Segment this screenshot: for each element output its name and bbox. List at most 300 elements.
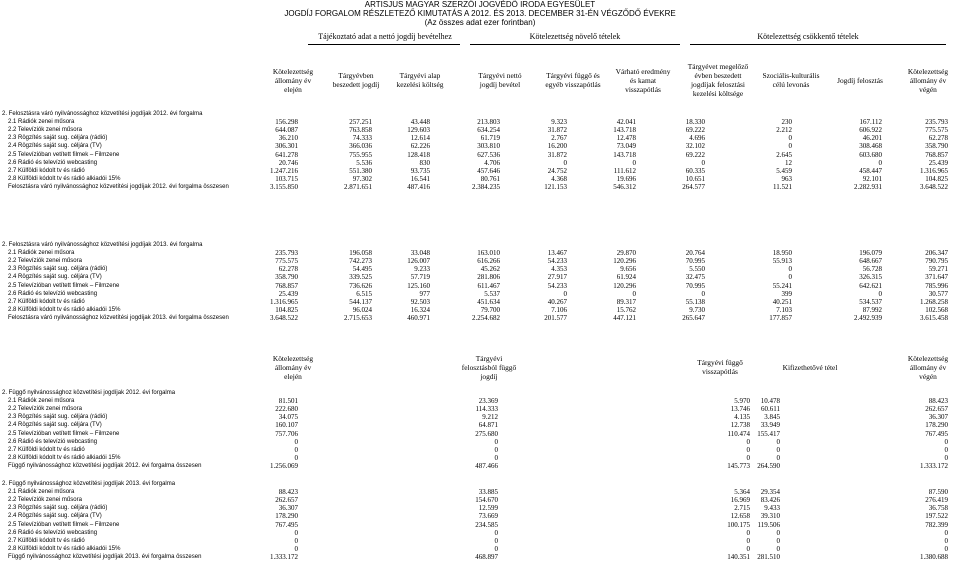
column-header-line: Kötelezettség — [272, 66, 314, 76]
cell-value: 1.268.258 — [920, 297, 948, 306]
column-header-line: végén — [919, 371, 937, 381]
column-header-line: Tárgyévi függő — [697, 358, 743, 367]
cell-value: 79.700 — [480, 305, 500, 314]
cell-value: 92.503 — [410, 297, 430, 306]
cell-value: 4.135 — [734, 413, 750, 422]
row-label: 2.2 Televíziók zenei műsora — [8, 406, 82, 413]
column-header — [397, 71, 444, 89]
cell-value: 546.312 — [613, 182, 636, 191]
cell-value: 213.803 — [477, 118, 500, 127]
cell-value: 616.266 — [477, 257, 500, 266]
organization-name: ARTISJUS MAGYAR SZERZŐI JOGVÉDŐ IRODA EGYESÜLET — [364, 0, 596, 9]
cell-value: 40.251 — [772, 297, 792, 306]
column-header-line: jogdíj — [480, 371, 498, 381]
row-label: 2.6 Rádió és televízió webcasting — [8, 529, 98, 536]
table-row — [0, 126, 960, 134]
cell-value: 460.971 — [407, 313, 430, 322]
cell-value: 62.278 — [928, 134, 948, 143]
table-row — [0, 397, 960, 405]
cell-value: 782.399 — [925, 520, 948, 529]
row-label: 2.8 Külföldi kódolt tv és rádió alkiadói 15% — [8, 454, 121, 461]
table-row — [0, 438, 960, 446]
cell-value: 371.647 — [925, 273, 948, 282]
cell-value: 126.007 — [407, 257, 430, 266]
column-header — [688, 62, 748, 98]
table-row — [0, 496, 960, 504]
column-header-line: Kifizethetővé tétel — [782, 362, 838, 372]
cell-value: 97.302 — [352, 174, 372, 183]
cell-value: 0 — [494, 437, 498, 446]
cell-value: 1.256.069 — [270, 461, 298, 470]
section-title: 2. Felosztásra váró nyilvánossághoz közvetítési jogdíjak 2012. évi forgalma — [2, 111, 203, 117]
cell-value: 5.536 — [356, 158, 372, 167]
cell-value: 5.459 — [776, 166, 792, 175]
cell-value: 0 — [746, 453, 750, 462]
row-label: 2.2 Televíziók zenei műsora — [8, 497, 82, 504]
cell-value: 757.706 — [275, 429, 298, 438]
cell-value: 206.347 — [925, 249, 948, 258]
table-row — [0, 413, 960, 421]
table-row — [0, 273, 960, 281]
cell-value: 642.621 — [859, 281, 882, 290]
cell-value: 32.102 — [685, 142, 705, 151]
cell-value: 54.233 — [547, 281, 567, 290]
cell-value: 177.857 — [769, 313, 792, 322]
cell-value: 156.298 — [275, 118, 298, 127]
cell-value: 70.995 — [685, 281, 705, 290]
cell-value: 4.368 — [551, 174, 567, 183]
table-row — [0, 290, 960, 298]
column-header — [783, 363, 838, 372]
cell-value: 178.290 — [275, 512, 298, 521]
cell-value: 88.423 — [278, 488, 298, 497]
table-row — [0, 446, 960, 454]
cell-value: 36.307 — [278, 504, 298, 513]
row-label: 2.4 Rögzítés saját sug. céljára (TV) — [8, 422, 102, 429]
cell-value: 1.316.965 — [270, 297, 298, 306]
column-header-line: Szociális-kulturális — [762, 71, 820, 80]
cell-value: 196.058 — [349, 249, 372, 258]
cell-value: 1.247.216 — [270, 166, 298, 175]
cell-value: 129.603 — [407, 126, 430, 135]
cell-value: 603.680 — [859, 150, 882, 159]
cell-value: 767.495 — [275, 520, 298, 529]
table-row — [0, 421, 960, 429]
row-label: 2.3 Rögzítés saját sug. céljára (rádió) — [8, 414, 108, 421]
cell-value: 92.101 — [862, 174, 882, 183]
cell-value: 31.872 — [547, 126, 567, 135]
cell-value: 326.315 — [859, 273, 882, 282]
bottom-section-2012-title — [0, 389, 960, 397]
cell-value: 143.718 — [613, 126, 636, 135]
cell-value: 125.160 — [407, 281, 430, 290]
cell-value: 6.515 — [356, 289, 372, 298]
cell-value: 2.384.235 — [472, 182, 500, 191]
cell-value: 0 — [563, 158, 567, 167]
column-group-header: Kötelezettség növelő tételek — [529, 32, 621, 41]
column-header-line: Kötelezettség — [907, 353, 949, 363]
total-row — [0, 553, 960, 561]
cell-value: 276.419 — [925, 496, 948, 505]
cell-value: 775.575 — [925, 126, 948, 135]
row-label: 2.8 Külföldi kódolt tv és rádió alkiadói 15% — [8, 306, 121, 313]
cell-value: 2.282.931 — [854, 182, 882, 191]
report-title: JOGDÍJ FORGALOM RÉSZLETEZŐ KIMUTATÁS A 2012. ÉS 2013. DECEMBER 31-ÉN VÉGZŐDŐ ÉVEKRE — [284, 9, 676, 18]
group-divider-line — [690, 44, 946, 45]
row-label: 2.5 Televízióban vetített filmek – Filmzene — [8, 151, 120, 158]
cell-value: 39.310 — [760, 512, 780, 521]
cell-value: 3.155.850 — [270, 182, 298, 191]
cell-value: 74.333 — [352, 134, 372, 143]
cell-value: 0 — [294, 536, 298, 545]
cell-value: 61.924 — [616, 273, 636, 282]
row-label: 2.1 Rádiók zenei műsora — [8, 398, 75, 405]
cell-value: 104.825 — [275, 305, 298, 314]
cell-value: 0 — [746, 445, 750, 454]
cell-value: 0 — [294, 453, 298, 462]
cell-value: 767.495 — [925, 429, 948, 438]
cell-value: 120.296 — [613, 257, 636, 266]
column-header — [616, 67, 671, 94]
cell-value: 544.137 — [349, 297, 372, 306]
row-label: 2.5 Televízióban vetített filmek – Filmzene — [8, 430, 120, 437]
cell-value: 830 — [419, 158, 430, 167]
bottom-section-2013-title — [0, 480, 960, 488]
cell-value: 7.106 — [551, 305, 567, 314]
cell-value: 32.475 — [685, 273, 705, 282]
cell-value: 0 — [746, 528, 750, 537]
cell-value: 2.645 — [776, 150, 792, 159]
row-label: Felosztásra váró nyilvánossághoz közvetítési jogdíjak 2012. évi forgalma összesen — [8, 183, 229, 190]
table-row — [0, 257, 960, 265]
cell-value: 230 — [781, 118, 792, 127]
table-row — [0, 521, 960, 529]
cell-value: 644.087 — [275, 126, 298, 135]
cell-value: 59.271 — [928, 265, 948, 274]
cell-value: 763.858 — [349, 126, 372, 135]
table-row — [0, 430, 960, 438]
cell-value: 12.658 — [730, 512, 750, 521]
table-row — [0, 298, 960, 306]
cell-value: 790.795 — [925, 257, 948, 266]
cell-value: 9.730 — [689, 305, 705, 314]
cell-value: 0 — [878, 158, 882, 167]
cell-value: 0 — [788, 134, 792, 143]
cell-value: 12.478 — [616, 134, 636, 143]
row-label: 2.4 Rögzítés saját sug. céljára (TV) — [8, 143, 102, 150]
cell-value: 88.423 — [928, 397, 948, 406]
cell-value: 178.290 — [925, 421, 948, 430]
cell-value: 257.251 — [349, 118, 372, 127]
cell-value: 154.670 — [475, 496, 498, 505]
column-header-line: végén — [919, 84, 937, 94]
cell-value: 45.262 — [480, 265, 500, 274]
cell-value: 104.825 — [925, 174, 948, 183]
cell-value: 163.010 — [477, 249, 500, 258]
cell-value: 1.380.688 — [920, 552, 948, 561]
cell-value: 0 — [294, 445, 298, 454]
cell-value: 0 — [632, 158, 636, 167]
cell-value: 222.680 — [275, 405, 298, 414]
cell-value: 5.970 — [734, 397, 750, 406]
cell-value: 648.667 — [859, 257, 882, 266]
column-header-line: Tárgyévi függő és — [546, 71, 600, 80]
cell-value: 12.599 — [478, 504, 498, 513]
cell-value: 29.870 — [616, 249, 636, 258]
cell-value: 0 — [632, 289, 636, 298]
cell-value: 145.773 — [727, 461, 750, 470]
column-header — [837, 76, 883, 85]
table-row — [0, 405, 960, 413]
table-row — [0, 512, 960, 520]
cell-value: 42.041 — [616, 118, 636, 127]
section-title: 2. Felosztásra váró nyilvánossághoz közvetítési jogdíjak 2013. évi forgalma — [2, 242, 203, 248]
cell-value: 7.103 — [776, 305, 792, 314]
cell-value: 54.233 — [547, 257, 567, 266]
cell-value: 15.762 — [616, 305, 636, 314]
cell-value: 25.439 — [928, 158, 948, 167]
row-label: 2.6 Rádió és televízió webcasting — [8, 290, 98, 297]
cell-value: 281.510 — [757, 552, 780, 561]
row-label: 2.7 Külföldi kódolt tv és rádió — [8, 167, 85, 174]
cell-value: 81.501 — [278, 397, 298, 406]
row-label: 2.3 Rögzítés saját sug. céljára (rádió) — [8, 505, 108, 512]
cell-value: 9.323 — [551, 118, 567, 127]
cell-value: 46.201 — [862, 134, 882, 143]
cell-value: 0 — [701, 289, 705, 298]
group-divider-line — [308, 44, 460, 45]
column-header-line: visszapótlás — [625, 84, 661, 94]
top-section-2012-title — [0, 110, 960, 118]
cell-value: 119.506 — [757, 520, 780, 529]
cell-value: 13.467 — [547, 249, 567, 258]
column-header-line: Tárgyévi — [475, 353, 503, 363]
row-label: Függő nyilvánossághoz közvetítési jogdíjak 2012. évi forgalma összesen — [8, 462, 202, 469]
column-header-line: állomány év — [909, 75, 947, 85]
cell-value: 40.267 — [547, 297, 567, 306]
column-header-line: Tárgyévet megelőző — [687, 62, 749, 71]
cell-value: 1.316.965 — [920, 166, 948, 175]
cell-value: 755.955 — [349, 150, 372, 159]
cell-value: 0 — [788, 142, 792, 151]
cell-value: 56.728 — [862, 265, 882, 274]
cell-value: 768.857 — [925, 150, 948, 159]
cell-value: 0 — [944, 437, 948, 446]
cell-value: 235.793 — [925, 118, 948, 127]
cell-value: 4.706 — [484, 158, 500, 167]
cell-value: 264.590 — [757, 461, 780, 470]
cell-value: 742.273 — [349, 257, 372, 266]
column-header-line: Várható eredmény — [615, 66, 671, 76]
cell-value: 121.153 — [544, 182, 567, 191]
cell-value: 57.719 — [410, 273, 430, 282]
row-label: 2.3 Rögzítés saját sug. céljára (rádió) — [8, 266, 108, 273]
row-label: 2.7 Külföldi kódolt tv és rádió — [8, 298, 85, 305]
table-row — [0, 159, 960, 167]
cell-value: 281.806 — [477, 273, 500, 282]
cell-value: 551.380 — [349, 166, 372, 175]
cell-value: 0 — [776, 536, 780, 545]
cell-value: 3.615.458 — [920, 313, 948, 322]
cell-value: 5.537 — [484, 289, 500, 298]
column-header — [478, 71, 521, 89]
cell-value: 0 — [776, 528, 780, 537]
cell-value: 19.696 — [616, 174, 636, 183]
cell-value: 2.212 — [776, 126, 792, 135]
table-row — [0, 537, 960, 545]
column-group-header: Tájékoztató adat a nettó jogdíj bevételhez — [318, 32, 452, 41]
column-header-line: Kötelezettség — [907, 66, 949, 76]
cell-value: 102.568 — [925, 305, 948, 314]
row-label: 2.4 Rögzítés saját sug. céljára (TV) — [8, 274, 102, 281]
cell-value: 62.278 — [278, 265, 298, 274]
total-row — [0, 183, 960, 191]
cell-value: 0 — [294, 528, 298, 537]
cell-value: 16.541 — [410, 174, 430, 183]
column-header-line: jogdíj bevétel — [479, 80, 521, 89]
column-header — [333, 71, 380, 89]
cell-value: 0 — [776, 437, 780, 446]
cell-value: 641.278 — [275, 150, 298, 159]
cell-value: 487.416 — [407, 182, 430, 191]
cell-value: 2.715 — [734, 504, 750, 513]
cell-value: 29.354 — [760, 488, 780, 497]
column-header-line: és kamat — [629, 75, 657, 85]
cell-value: 12.614 — [410, 134, 430, 143]
cell-value: 468.897 — [475, 552, 498, 561]
cell-value: 606.922 — [859, 126, 882, 135]
cell-value: 447.121 — [613, 313, 636, 322]
cell-value: 16.969 — [730, 496, 750, 505]
row-label: 2.8 Külföldi kódolt tv és rádió alkiadói 15% — [8, 545, 121, 552]
column-header — [762, 71, 819, 89]
cell-value: 70.995 — [685, 257, 705, 266]
cell-value: 61.719 — [480, 134, 500, 143]
cell-value: 60.611 — [761, 405, 780, 414]
cell-value: 89.317 — [616, 297, 636, 306]
cell-value: 2.715.653 — [344, 313, 372, 322]
row-label: 2.2 Televíziók zenei műsora — [8, 127, 82, 134]
cell-value: 0 — [746, 437, 750, 446]
column-header — [908, 354, 948, 381]
cell-value: 33.885 — [478, 488, 498, 497]
row-label: 2.1 Rádiók zenei műsora — [8, 250, 75, 257]
column-header — [545, 71, 600, 89]
cell-value: 0 — [776, 544, 780, 553]
table-row — [0, 134, 960, 142]
cell-value: 0 — [944, 453, 948, 462]
column-header-line: évben beszedett — [694, 71, 742, 80]
table-row — [0, 454, 960, 462]
cell-value: 0 — [878, 289, 882, 298]
cell-value: 96.024 — [352, 305, 372, 314]
cell-value: 0 — [944, 445, 948, 454]
cell-value: 0 — [776, 453, 780, 462]
cell-value: 64.871 — [478, 421, 498, 430]
cell-value: 0 — [294, 437, 298, 446]
row-label: 2.7 Külföldi kódolt tv és rádió — [8, 446, 85, 453]
cell-value: 0 — [788, 273, 792, 282]
cell-value: 264.577 — [682, 182, 705, 191]
cell-value: 977 — [419, 289, 430, 298]
cell-value: 0 — [701, 158, 705, 167]
cell-value: 303.810 — [477, 142, 500, 151]
cell-value: 23.369 — [478, 397, 498, 406]
row-label: 2.2 Televíziók zenei műsora — [8, 258, 82, 265]
cell-value: 36.210 — [278, 134, 298, 143]
total-row — [0, 462, 960, 470]
cell-value: 5.364 — [734, 488, 750, 497]
cell-value: 0 — [776, 445, 780, 454]
cell-value: 27.917 — [547, 273, 567, 282]
cell-value: 3.648.522 — [920, 182, 948, 191]
cell-value: 235.793 — [275, 249, 298, 258]
cell-value: 0 — [494, 453, 498, 462]
cell-value: 768.857 — [275, 281, 298, 290]
cell-value: 0 — [494, 536, 498, 545]
column-header-line: elején — [284, 84, 302, 94]
cell-value: 73.049 — [616, 142, 636, 151]
cell-value: 1.333.172 — [920, 461, 948, 470]
cell-value: 25.439 — [278, 289, 298, 298]
row-label: Felosztásra váró nyilvánossághoz közvetítési jogdíjak 2013. évi forgalma összesen — [8, 314, 229, 321]
cell-value: 36.307 — [928, 413, 948, 422]
table-row — [0, 175, 960, 183]
cell-value: 110.474 — [727, 429, 750, 438]
cell-value: 93.735 — [410, 166, 430, 175]
cell-value: 62.226 — [410, 142, 430, 151]
table-row — [0, 167, 960, 175]
cell-value: 0 — [944, 536, 948, 545]
cell-value: 143.718 — [613, 150, 636, 159]
section-title: 2. Függő nyilvánossághoz közvetítési jogdíjak 2012. évi forgalma — [2, 390, 176, 396]
cell-value: 13.746 — [730, 405, 750, 414]
row-label: 2.7 Külföldi kódolt tv és rádió — [8, 537, 85, 544]
cell-value: 9.212 — [482, 413, 498, 422]
cell-value: 55.913 — [772, 257, 792, 266]
row-label: 2.5 Televízióban vetített filmek – Filmzene — [8, 521, 120, 528]
row-label: Függő nyilvánossághoz közvetítési jogdíjak 2013. évi forgalma összesen — [8, 553, 202, 560]
table-row — [0, 249, 960, 257]
column-header — [273, 67, 313, 94]
cell-value: 140.351 — [727, 552, 750, 561]
cell-value: 155.417 — [757, 429, 780, 438]
cell-value: 2.871.651 — [344, 182, 372, 191]
cell-value: 0 — [294, 544, 298, 553]
cell-value: 785.996 — [925, 281, 948, 290]
cell-value: 36.758 — [928, 504, 948, 513]
column-header — [908, 67, 948, 94]
cell-value: 358.790 — [275, 273, 298, 282]
column-header-line: egyéb visszapótlás — [545, 80, 601, 89]
cell-value: 120.296 — [613, 281, 636, 290]
cell-value: 11.521 — [773, 182, 792, 191]
table-row — [0, 265, 960, 273]
cell-value: 18.950 — [772, 249, 792, 258]
cell-value: 265.647 — [682, 313, 705, 322]
cell-value: 201.577 — [544, 313, 567, 322]
cell-value: 262.657 — [925, 405, 948, 414]
cell-value: 4.353 — [551, 265, 567, 274]
column-header-line: jogdíjak felosztási — [691, 80, 745, 89]
cell-value: 234.585 — [475, 520, 498, 529]
column-header-line: Tárgyévi alap — [399, 71, 441, 80]
column-header-line: kezelési költség — [396, 80, 444, 89]
column-header-line: állomány év — [909, 362, 947, 372]
cell-value: 80.761 — [480, 174, 500, 183]
column-header — [462, 354, 516, 381]
cell-value: 167.112 — [859, 118, 882, 127]
